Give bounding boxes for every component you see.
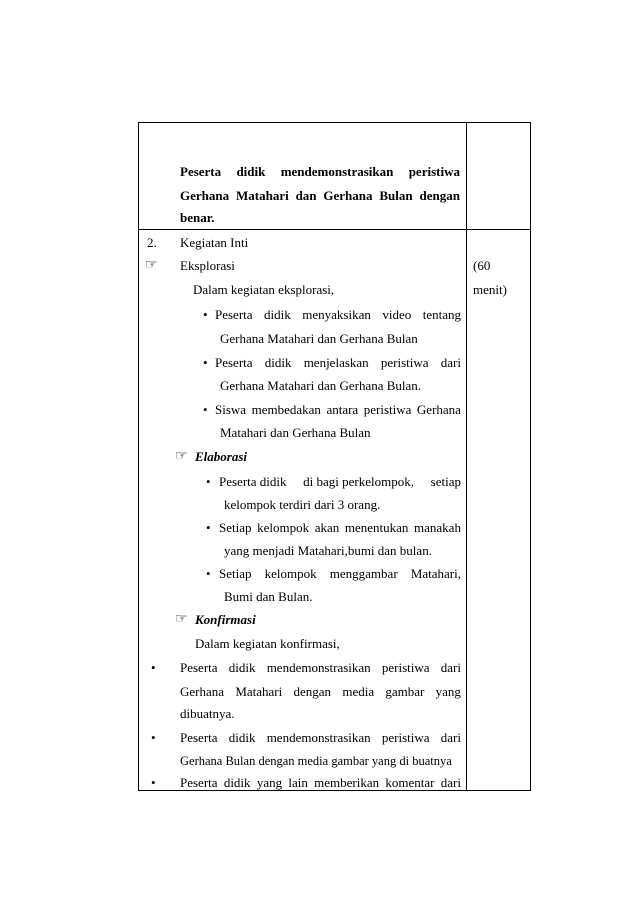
word: akan: [314, 520, 340, 535]
word: kelompok: [257, 520, 310, 535]
word: peristiwa: [363, 402, 412, 417]
eksplorasi-bullet-2: [215, 355, 461, 371]
word: di bagi perkelompok,: [303, 474, 415, 489]
word: dengan: [293, 684, 332, 699]
word: dari: [440, 660, 461, 675]
eksplorasi-bullet-3: [215, 402, 461, 418]
word: memberikan: [314, 775, 380, 790]
word: didik: [228, 660, 256, 675]
word: antara: [326, 402, 359, 417]
word: peristiwa: [408, 164, 460, 179]
word: Bulan: [379, 188, 413, 203]
pointing-hand-icon: ☞: [175, 612, 188, 627]
elaborasi-bullet-1-cont: kelompok terdiri dari 3 orang.: [224, 497, 381, 512]
word: dengan: [419, 188, 460, 203]
word: menjelaskan: [303, 355, 369, 370]
time-line-1: (60: [473, 258, 491, 273]
intro-line-3: benar.: [180, 210, 215, 225]
word: Matahari,: [410, 566, 461, 581]
word: menyaksikan: [302, 307, 371, 322]
bullet-icon: •: [151, 730, 156, 745]
pointing-hand-icon: ☞: [145, 258, 158, 273]
intro-line-2: [180, 188, 460, 204]
konfirmasi-bullet-2: [180, 730, 461, 746]
word: peristiwa: [380, 355, 429, 370]
word: Gerhana: [180, 684, 225, 699]
word: menentukan: [344, 520, 409, 535]
word: Peserta: [180, 660, 218, 675]
konfirmasi-bullet-1-line-2: [180, 684, 461, 700]
elaborasi-bullet-1: [219, 474, 461, 490]
word: mendemonstrasikan: [266, 730, 371, 745]
word: Peserta: [215, 307, 253, 322]
word: Gerhana: [416, 402, 461, 417]
bullet-icon: •: [203, 402, 208, 417]
word: kelompok: [264, 566, 317, 581]
word: tentang: [422, 307, 461, 322]
word: peristiwa: [381, 660, 430, 675]
word: dari: [440, 355, 461, 370]
bullet-icon: •: [206, 566, 211, 581]
bullet-icon: •: [203, 355, 208, 370]
bullet-icon: •: [206, 474, 211, 489]
elaborasi-bullet-3-cont: Bumi dan Bulan.: [224, 589, 313, 604]
eksplorasi-bullet-2-cont: Gerhana Matahari dan Gerhana Bulan.: [220, 378, 422, 393]
word: membedakan: [251, 402, 321, 417]
time-line-2: menit): [473, 282, 507, 297]
bullet-icon: •: [203, 307, 208, 322]
word: setiap: [430, 474, 461, 489]
word: dari: [440, 730, 461, 745]
konfirmasi-bullet-2-cont: Gerhana Bulan dengan media gambar yang di buatnya: [180, 754, 452, 768]
word: lain: [288, 775, 308, 790]
word: dan: [295, 188, 317, 203]
word: Setiap: [219, 520, 252, 535]
word: gambar: [385, 684, 425, 699]
bullet-icon: •: [206, 520, 211, 535]
elaborasi-heading: Elaborasi: [195, 449, 248, 464]
word: yang: [256, 775, 283, 790]
konfirmasi-heading: Konfirmasi: [195, 612, 256, 627]
word: video: [382, 307, 412, 322]
word: media: [342, 684, 375, 699]
word: didik: [228, 730, 256, 745]
word: Peserta: [180, 775, 218, 790]
word: yang: [435, 684, 461, 699]
eksplorasi-heading: Eksplorasi: [180, 258, 235, 273]
word: didik: [264, 355, 292, 370]
word: peristiwa: [381, 730, 430, 745]
word: manakah: [414, 520, 461, 535]
word: Setiap: [219, 566, 252, 581]
word: Matahari: [235, 188, 289, 203]
word: Peserta: [215, 355, 253, 370]
word: Gerhana: [180, 188, 230, 203]
intro-line-1: [180, 164, 460, 180]
word: dari: [440, 775, 461, 790]
section-title: Kegiatan Inti: [180, 235, 249, 250]
elaborasi-bullet-3: [219, 566, 461, 582]
konfirmasi-bullet-1: [180, 660, 461, 676]
word: Peserta didik: [219, 474, 287, 489]
word: mendemonstrasikan: [266, 660, 371, 675]
pointing-hand-icon: ☞: [175, 449, 188, 464]
section-number: 2.: [147, 235, 157, 250]
word: Matahari: [235, 684, 283, 699]
word: Gerhana: [323, 188, 373, 203]
bullet-icon: •: [151, 775, 156, 790]
eksplorasi-bullet-1: [215, 307, 461, 323]
row-divider: [138, 229, 531, 230]
elaborasi-bullet-2: [219, 520, 461, 536]
eksplorasi-intro: Dalam kegiatan eksplorasi,: [193, 282, 335, 297]
word: komentar: [385, 775, 435, 790]
elaborasi-bullet-2-cont: yang menjadi Matahari,bumi dan bulan.: [224, 543, 432, 558]
eksplorasi-bullet-3-cont: Matahari dan Gerhana Bulan: [220, 425, 371, 440]
konfirmasi-bullet-1-line-3: dibuatnya.: [180, 706, 235, 721]
word: mendemonstrasikan: [280, 164, 394, 179]
bullet-icon: •: [151, 660, 156, 675]
konfirmasi-intro: Dalam kegiatan konfirmasi,: [195, 636, 340, 651]
word: Peserta: [180, 730, 218, 745]
word: didik: [264, 307, 291, 322]
eksplorasi-bullet-1-cont: Gerhana Matahari dan Gerhana Bulan: [220, 331, 418, 346]
word: Siswa: [215, 402, 247, 417]
column-divider: [466, 122, 467, 791]
word: menggambar: [329, 566, 398, 581]
word: Peserta: [180, 164, 222, 179]
word: didik: [236, 164, 266, 179]
konfirmasi-bullet-3: [180, 775, 461, 791]
word: didik: [223, 775, 251, 790]
